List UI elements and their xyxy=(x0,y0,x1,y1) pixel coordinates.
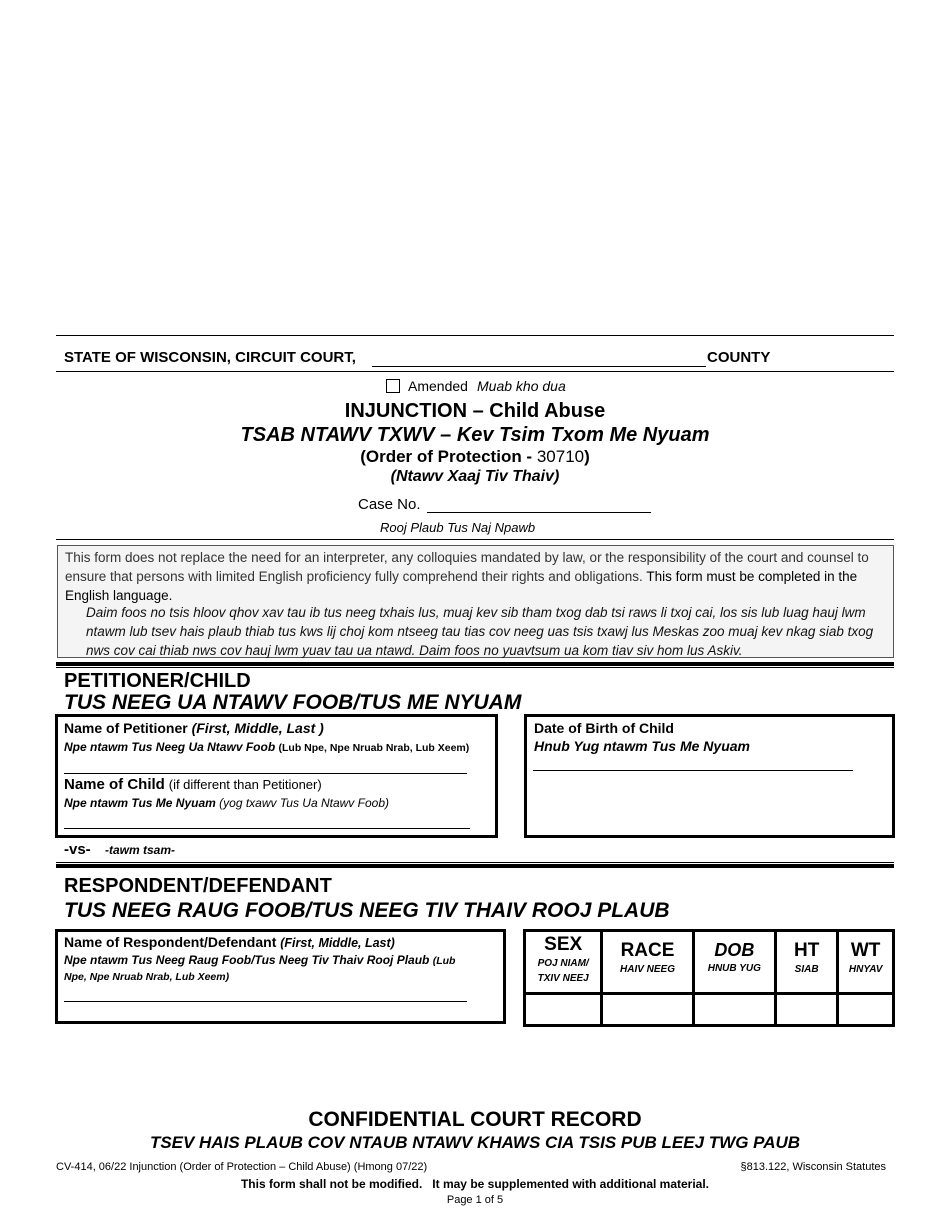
title-line2: TSAB NTAWV TXWV – Kev Tsim Txom Me Nyuam xyxy=(240,424,710,446)
petitioner-name-label-note: (First, Middle, Last ) xyxy=(191,720,324,736)
versus-label: -vs- xyxy=(64,841,91,858)
form-id: CV-414, 06/22 Injunction (Order of Protection – Child Abuse) (Hmong 07/22) xyxy=(56,1161,428,1173)
respondent-name-hmong-note-2: Npe, Npe Nruab Nrab, Lub Xeem) xyxy=(64,971,230,983)
title-line1: INJUNCTION – Child Abuse xyxy=(344,400,606,422)
statute: §813.122, Wisconsin Statutes xyxy=(740,1161,886,1173)
wt-header xyxy=(838,931,894,994)
race-header xyxy=(602,931,693,994)
top-rule xyxy=(56,335,894,336)
title-line3 xyxy=(0,447,950,467)
sex-header xyxy=(525,931,602,994)
case-no-label: Case No. xyxy=(358,496,421,513)
court-label: STATE OF WISCONSIN, CIRCUIT COURT, xyxy=(64,349,356,366)
page-number: Page 1 of 5 xyxy=(446,1194,504,1206)
child-name-hmong xyxy=(64,796,389,810)
child-name-label-text: Name of Child xyxy=(64,776,165,793)
dob-field[interactable] xyxy=(693,994,775,1026)
child-name-hmong-text: Npe ntawm Tus Me Nyuam xyxy=(64,796,216,810)
amended-label: Amended xyxy=(408,378,468,394)
child-name-field[interactable] xyxy=(64,828,470,829)
ht-field[interactable] xyxy=(775,994,837,1026)
notice-english-bold: This form must be completed in the English language. xyxy=(65,569,858,603)
wt-sub1: HNYAV xyxy=(848,964,883,975)
petitioner-heading-hmong: TUS NEEG UA NTAWV FOOB/TUS ME NYUAM xyxy=(64,691,522,714)
respondent-name-hmong-note-1: (Lub xyxy=(432,955,456,967)
respondent-name-field[interactable] xyxy=(64,1001,467,1002)
race-label: RACE xyxy=(620,940,675,961)
sex-field[interactable] xyxy=(525,994,602,1026)
confidential-hmong: TSEV HAIS PLAUB COV NTAUB NTAWV KHAWS CIA TSIS PUB LEEJ TWG PAUB xyxy=(149,1133,801,1152)
petitioner-name-hmong-note: (Lub Npe, Npe Nruab Nrab, Lub Xeem) xyxy=(278,742,470,754)
sex-sub2: TXIV NEEJ xyxy=(537,973,589,984)
versus-hmong: -tawm tsam- xyxy=(105,843,176,857)
race-field[interactable] xyxy=(602,994,693,1026)
petitioner-name-field[interactable] xyxy=(64,773,467,774)
respondent-demographics-table xyxy=(523,929,895,1027)
title-line3-suffix: ) xyxy=(584,447,590,466)
respondent-heading: RESPONDENT/DEFENDANT xyxy=(64,875,332,897)
child-name-label xyxy=(64,776,322,793)
petitioner-name-hmong xyxy=(64,740,469,754)
petitioner-heading: PETITIONER/CHILD xyxy=(64,670,251,692)
amended-hmong: Muab kho dua xyxy=(477,378,566,394)
petitioner-name-label xyxy=(64,720,324,736)
respondent-name-hmong xyxy=(64,953,455,967)
notice-english: This form does not replace the need for an interpreter, any colloquies mandated by law, or the responsibility of the court and counsel to ensure that persons with limited English proficiency fully comprehend their rights and obligations. xyxy=(65,550,869,584)
title-line4: (Ntawv Xaaj Tiv Thaiv) xyxy=(390,468,560,485)
header-rule xyxy=(56,371,894,372)
confidential-title: CONFIDENTIAL COURT RECORD xyxy=(308,1108,642,1131)
respondent-name-hmong-text: Npe ntawm Tus Neeg Raug Foob/Tus Neeg Tiv Thaiv Rooj Plaub xyxy=(64,953,430,967)
interpreter-notice xyxy=(57,545,894,658)
petitioner-name-label-text: Name of Petitioner xyxy=(64,720,188,736)
sex-sub1: POJ NIAM/ xyxy=(537,958,589,969)
respondent-heading-hmong: TUS NEEG RAUG FOOB/TUS NEEG TIV THAIV ROOJ PLAUB xyxy=(64,899,670,922)
sex-label: SEX xyxy=(544,934,583,955)
ht-sub1: SIAB xyxy=(794,964,819,975)
case-no-hmong: Rooj Plaub Tus Naj Npawb xyxy=(380,520,536,535)
dob-header xyxy=(693,931,775,994)
respondent-name-label-text: Name of Respondent/Defendant xyxy=(64,934,277,950)
wt-field[interactable] xyxy=(838,994,894,1026)
form-code: 30710 xyxy=(536,447,585,466)
dob-label: DOB xyxy=(714,940,755,960)
ht-header xyxy=(775,931,837,994)
ht-label: HT xyxy=(793,940,820,961)
child-name-hmong-note: (yog txawv Tus Ua Ntawv Foob) xyxy=(219,796,389,810)
child-dob-field[interactable] xyxy=(533,770,853,771)
county-label: COUNTY xyxy=(707,349,771,366)
wt-label: WT xyxy=(850,940,881,961)
child-dob-label: Date of Birth of Child xyxy=(534,720,674,736)
section-rule-hatch xyxy=(56,665,894,668)
case-rule xyxy=(56,539,894,540)
petitioner-name-hmong-text: Npe ntawm Tus Neeg Ua Ntawv Foob xyxy=(64,740,276,754)
county-name-field[interactable] xyxy=(372,366,706,367)
respondent-name-label-note: (First, Middle, Last) xyxy=(280,936,395,950)
modification-notice: This form shall not be modified. It may be supplemented with additional material. xyxy=(240,1177,710,1191)
child-name-label-note: (if different than Petitioner) xyxy=(168,777,322,792)
race-sub1: HAIV NEEG xyxy=(620,964,676,975)
amended-checkbox[interactable] xyxy=(386,379,400,393)
case-no-field[interactable] xyxy=(427,512,651,513)
respondent-name-label xyxy=(64,934,395,950)
child-dob-hmong: Hnub Yug ntawm Tus Me Nyuam xyxy=(534,738,750,754)
notice-hmong: Daim foos no tsis hloov qhov xav tau ib tus neeg txhais lus, muaj kev sib tham txog dab tsi raws li txoj cai, los sis lub luag hauj lwm ntawm lub tsev hais plaub thiab tus kws lij choj kom ntseeg tau tias cov neeg uas tsis txawj lus Meskas zoo muaj kev nkag siab txog nws cov cai thiab nws cov hauj lwm yuav tau ua ntawd. Daim foos no yuavtsum ua kom tiav siv hom lus Askiv. xyxy=(86,605,874,658)
dob-sub1: HNUB YUG xyxy=(707,963,761,974)
section-rule-2 xyxy=(56,865,894,868)
title-line3-prefix: (Order of Protection - xyxy=(360,447,537,466)
